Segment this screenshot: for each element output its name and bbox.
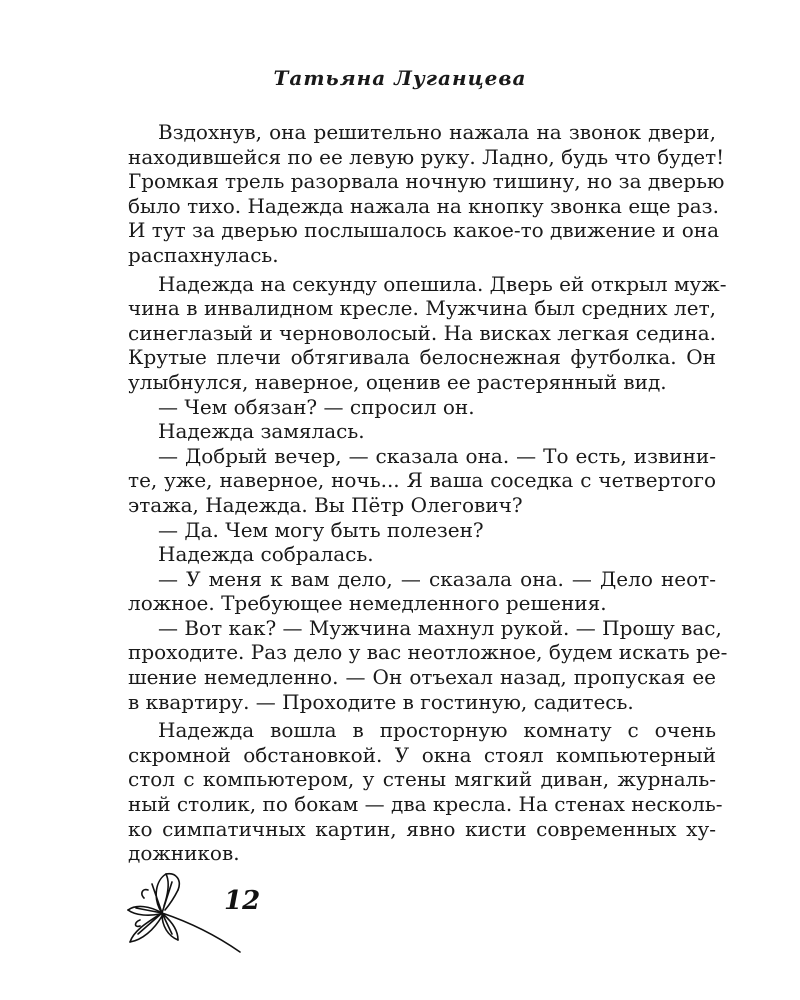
text-line: ложное. Требующее немедленного решения.	[128, 591, 607, 616]
text-line: — Вот как? — Мужчина махнул рукой. — Прошу вас,	[158, 615, 722, 640]
text-line: — У меня к вам дело, — сказала она. — Дело неот-	[158, 566, 716, 591]
running-header-author: Татьяна Луганцева	[273, 66, 527, 90]
text-line: было тихо. Надежда нажала на кнопку звонка еще раз.	[128, 193, 719, 218]
text-line: Надежда собралась.	[158, 542, 374, 567]
text-line: распахнулась.	[128, 242, 279, 267]
text-line: Вздохнув, она решительно нажала на звонок двери,	[158, 120, 716, 144]
text-line: ный столик, по бокам — два кресла. На стенах несколь-	[128, 792, 723, 817]
text-line: стол с компьютером, у стены мягкий диван, журналь-	[128, 767, 716, 792]
text-line: дожников.	[128, 841, 240, 866]
text-line: Надежда вошла в просторную комнату с очень	[158, 718, 716, 743]
text-line: скромной обстановкой. У окна стоял компьютерный	[128, 742, 716, 767]
text-line: проходите. Раз дело у вас неотложное, будем искать ре-	[128, 640, 728, 665]
text-line: Крутые плечи обтягивала белоснежная футболка. Он	[128, 345, 716, 370]
text-line: улыбнулся, наверное, оценив ее растерянный вид.	[128, 369, 667, 394]
text-line: Надежда на секунду опешила. Дверь ей открыл муж-	[158, 271, 727, 296]
text-line: ко симпатичных картин, явно кисти современных ху-	[128, 816, 716, 841]
text-line: Громкая трель разорвала ночную тишину, но за дверью	[128, 169, 725, 194]
text-line: И тут за дверью послышалось какое-то движение и она	[128, 218, 720, 243]
text-line: этажа, Надежда. Вы Пётр Олегович?	[128, 492, 523, 517]
text-line: находившейся по ее левую руку. Ладно, будь что будет!	[128, 144, 725, 169]
text-line: Надежда замялась.	[158, 419, 365, 444]
text-line: — Чем обязан? — спросил он.	[158, 394, 475, 419]
text-line: синеглазый и черноволосый. На висках легкая седина.	[128, 320, 716, 345]
text-line: — Да. Чем могу быть полезен?	[158, 517, 484, 542]
page-number: 12	[224, 886, 261, 916]
body-text	[128, 120, 728, 866]
text-line: шение немедленно. — Он отъехал назад, пропуская ее	[128, 665, 716, 690]
text-line: — Добрый вечер, — сказала она. — То есть, извини-	[158, 443, 716, 468]
text-line: те, уже, наверное, ночь... Я ваша соседка с четвертого	[128, 468, 716, 493]
text-line: в квартиру. — Проходите в гостиную, садитесь.	[128, 689, 634, 714]
text-line: чина в инвалидном кресле. Мужчина был средних лет,	[128, 296, 716, 321]
